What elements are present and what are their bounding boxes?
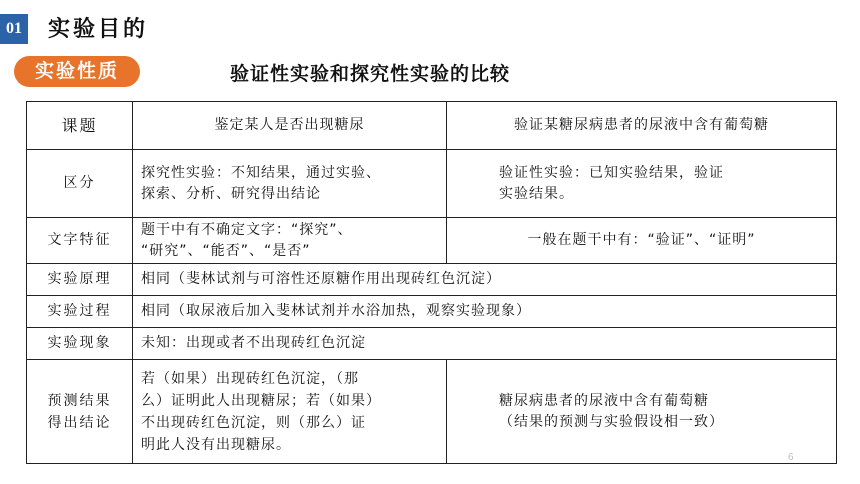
cell-prediction-col2 xyxy=(447,360,837,464)
cell-process-label: 实验过程 xyxy=(27,296,133,328)
table-row-phenomenon xyxy=(27,328,837,360)
text-line: 探索、分析、研究得出结论 xyxy=(141,185,321,202)
cell-col2-header: 验证某糖尿病患者的尿液中含有葡萄糖 xyxy=(447,102,837,150)
cell-process-merged: 相同（取尿液后加入斐林试剂并水浴加热，观察实验现象） xyxy=(133,296,837,328)
slide-title: 验证性实验和探究性实验的比较 xyxy=(230,63,511,85)
table-row-header xyxy=(27,102,837,150)
text-line: 预测结果 xyxy=(47,392,112,409)
cell-distinguish-col2 xyxy=(447,150,837,218)
page-number: 6 xyxy=(788,452,794,463)
cell-col1-header: 鉴定某人是否出现糖尿 xyxy=(133,102,447,150)
text-line: 验证性实验：已知实验结果，验证 xyxy=(499,164,724,181)
cell-prediction-col1 xyxy=(133,360,447,464)
experiment-nature-pill: 实验性质 xyxy=(14,56,140,87)
section-number: 01 xyxy=(6,20,22,37)
table-row-principle xyxy=(27,264,837,296)
text-line: 题干中有不确定文字：“探究”、 xyxy=(141,221,353,238)
cell-phenomenon-merged: 未知：出现或者不出现砖红色沉淀 xyxy=(133,328,837,360)
text-line: 不出现砖红色沉淀，则（那么）证 xyxy=(141,414,366,431)
text-line: （结果的预测与实验假设相一致） xyxy=(499,413,724,430)
text-line: 得出结论 xyxy=(47,414,112,431)
cell-topic-label: 课题 xyxy=(27,102,133,150)
cell-principle-merged: 相同（斐林试剂与可溶性还原糖作用出现砖红色沉淀） xyxy=(133,264,837,296)
cell-principle-label: 实验原理 xyxy=(27,264,133,296)
cell-distinguish-label: 区分 xyxy=(27,150,133,218)
cell-text-features-col1 xyxy=(133,218,447,264)
table-row-text-features xyxy=(27,218,837,264)
table-row-process xyxy=(27,296,837,328)
text-line: 实验结果。 xyxy=(499,185,574,202)
comparison-table xyxy=(26,101,837,464)
text-line: 明此人没有出现糖尿。 xyxy=(141,436,291,453)
cell-phenomenon-label: 实验现象 xyxy=(27,328,133,360)
text-line: “研究”、“能否”、“是否” xyxy=(141,242,311,259)
text-line: 糖尿病患者的尿液中含有葡萄糖 xyxy=(499,392,709,409)
text-line: 若（如果）出现砖红色沉淀，（那 xyxy=(141,370,359,387)
table-row-prediction xyxy=(27,360,837,464)
text-line: 么）证明此人出现糖尿；若（如果） xyxy=(141,392,381,409)
text-line: 探究性实验：不知结果，通过实验、 xyxy=(141,164,381,181)
cell-prediction-label xyxy=(27,360,133,464)
section-title: 实验目的 xyxy=(48,17,149,42)
cell-distinguish-col1 xyxy=(133,150,447,218)
cell-text-features-col2: 一般在题干中有：“验证”、“证明” xyxy=(447,218,837,264)
table-row-distinguish xyxy=(27,150,837,218)
cell-text-features-label: 文字特征 xyxy=(27,218,133,264)
